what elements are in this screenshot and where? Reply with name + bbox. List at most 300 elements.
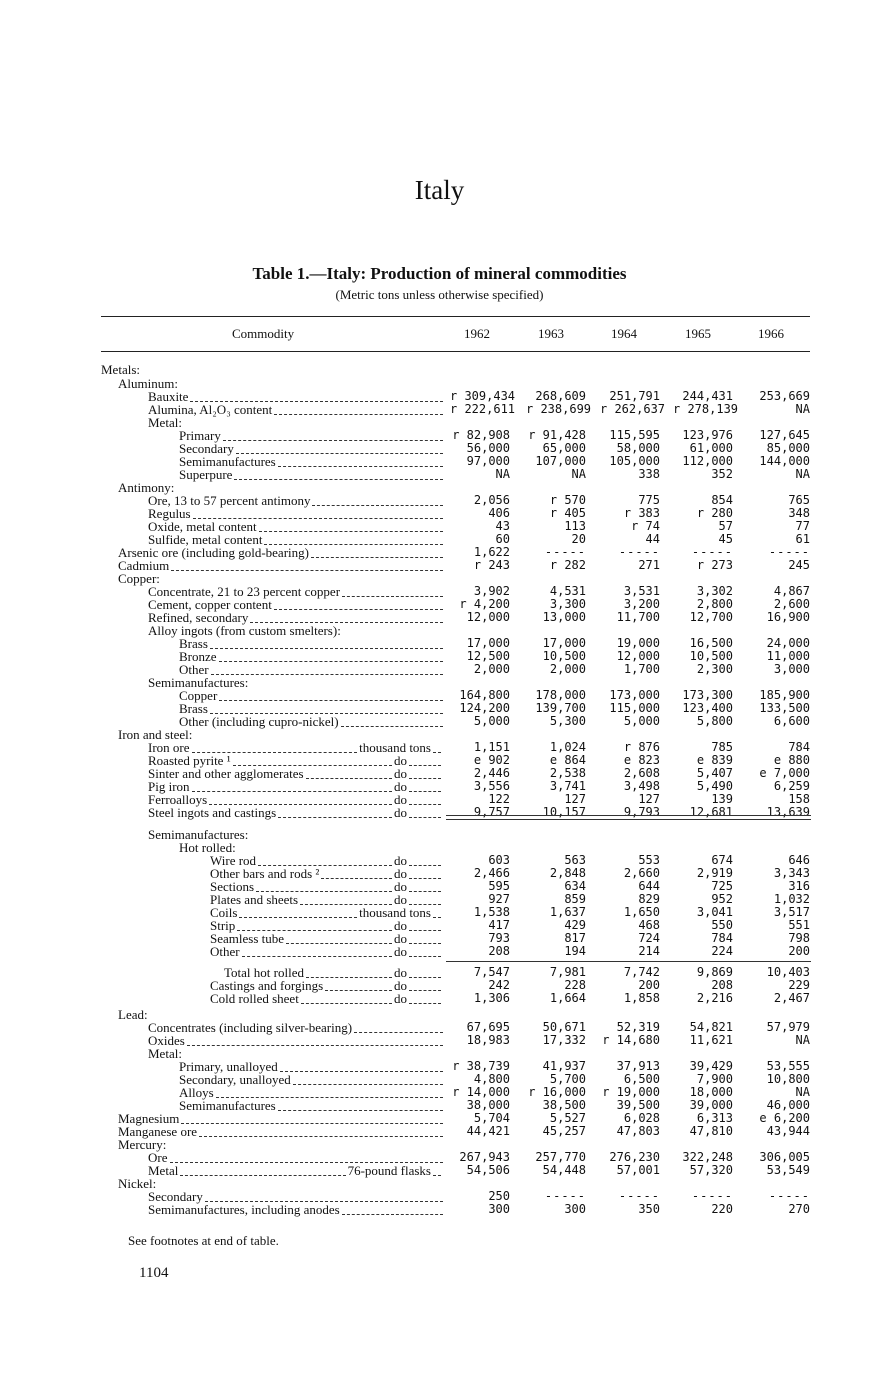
row-label: Ore, 13 to 57 percent antimony — [148, 493, 311, 508]
row-unit: do — [394, 931, 407, 946]
table-cell: 3,517 — [773, 905, 810, 919]
table-cell: r 570 — [549, 493, 586, 507]
table-cell: 2,608 — [623, 766, 660, 780]
table-cell: ----- — [618, 1189, 660, 1203]
dot-leader — [409, 989, 441, 991]
table-cell: 122 — [488, 792, 510, 806]
table-cell: 563 — [564, 853, 586, 867]
table-cell: 46,000 — [766, 1098, 810, 1112]
table-cell: r 222,611 — [450, 402, 516, 416]
table-cell: 9,793 — [623, 805, 660, 819]
table-cell: 12,000 — [616, 649, 660, 663]
dot-leader — [171, 569, 443, 571]
table-cell: 16,500 — [689, 636, 733, 650]
table-cell: 5,704 — [473, 1111, 510, 1125]
table-cell: 45,257 — [542, 1124, 586, 1138]
table-row — [101, 906, 811, 920]
table-cell: 4,531 — [549, 584, 586, 598]
table-cell: 5,800 — [696, 714, 733, 728]
table-cell: 41,937 — [542, 1059, 586, 1073]
table-cell: ----- — [544, 545, 586, 559]
dot-leader — [342, 595, 443, 597]
table-cell: 38,000 — [466, 1098, 510, 1112]
table-cell: NA — [495, 467, 510, 481]
dot-leader — [341, 725, 443, 727]
table-cell: 18,000 — [689, 1085, 733, 1099]
table-cell: 268,609 — [535, 389, 586, 403]
table-cell: 2,538 — [549, 766, 586, 780]
table-cell: 306,005 — [759, 1150, 810, 1164]
row-label: Other (including cupro-nickel) — [179, 714, 339, 729]
table-cell: 251,791 — [609, 389, 660, 403]
table-cell: 793 — [488, 931, 510, 945]
row-unit: do — [394, 991, 407, 1006]
table-cell: 20 — [571, 532, 586, 546]
page-number: 1104 — [139, 1265, 169, 1281]
table-cell: 276,230 — [609, 1150, 660, 1164]
row-label: Primary — [179, 428, 221, 443]
table-cell: 6,500 — [623, 1072, 660, 1086]
table-cell: 39,429 — [689, 1059, 733, 1073]
dot-leader — [192, 790, 392, 792]
dot-leader — [409, 929, 441, 931]
table-title: Table 1.—Italy: Production of mineral commodities — [252, 264, 627, 283]
table-cell: 127,645 — [759, 428, 810, 442]
table-cell: 5,700 — [549, 1072, 586, 1086]
table-cell: e 839 — [696, 753, 733, 767]
table-cell: 300 — [564, 1202, 586, 1216]
table-cell: 57 — [718, 519, 733, 533]
row-label: Refined, secondary — [148, 610, 249, 625]
dot-leader — [311, 556, 443, 558]
table-cell: r 38,739 — [452, 1059, 510, 1073]
row-label: Seamless tube — [210, 931, 285, 946]
table-cell: 3,531 — [623, 584, 660, 598]
table-cell: 158 — [788, 792, 810, 806]
table-cell: 105,000 — [609, 454, 660, 468]
table-cell: 1,637 — [549, 905, 586, 919]
table-cell: r 238,699 — [526, 402, 592, 416]
table-cell: 5,000 — [473, 714, 510, 728]
table-cell: 1,664 — [549, 991, 586, 1005]
table-cell: 1,700 — [623, 662, 660, 676]
table-subtitle: (Metric tons unless otherwise specified) — [335, 287, 544, 302]
row-label: Lead: — [118, 1007, 148, 1022]
table-cell: 13,639 — [766, 805, 810, 819]
table-cell: 338 — [638, 467, 660, 481]
row-label: Semimanufactures — [179, 454, 276, 469]
column-header-1963: 1963 — [538, 326, 564, 341]
table-cell: 37,913 — [616, 1059, 660, 1073]
table-cell: 173,300 — [682, 688, 733, 702]
row-label: Brass — [179, 636, 208, 651]
table-cell: 798 — [788, 931, 810, 945]
table-cell: 133,500 — [759, 701, 810, 715]
row-label: Metals: — [101, 362, 140, 377]
table-cell: 43,944 — [766, 1124, 810, 1138]
table-cell: 54,821 — [689, 1020, 733, 1034]
table-cell: 725 — [711, 879, 733, 893]
row-label: Sinter and other agglomerates — [148, 766, 304, 781]
row-label: Cement, copper content — [148, 597, 272, 612]
table-row — [101, 841, 811, 855]
row-label: Metal: — [148, 1046, 182, 1061]
footnote-reference: See footnotes at end of table. — [128, 1233, 279, 1248]
table-cell: 178,000 — [535, 688, 586, 702]
table-cell: 228 — [564, 978, 586, 992]
table-cell: e 7,000 — [759, 766, 810, 780]
table-cell: 952 — [711, 892, 733, 906]
table-cell: 253,669 — [759, 389, 810, 403]
table-cell: e 880 — [773, 753, 810, 767]
row-label: Cadmium — [118, 558, 170, 573]
dot-leader — [409, 877, 441, 879]
table-cell: 61 — [795, 532, 810, 546]
table-cell: r 82,908 — [452, 428, 510, 442]
dot-leader — [409, 890, 441, 892]
table-cell: r 14,000 — [452, 1085, 510, 1099]
table-cell: 1,858 — [623, 991, 660, 1005]
table-cell: 39,500 — [616, 1098, 660, 1112]
table-cell: 11,621 — [689, 1033, 733, 1047]
table-cell: 6,313 — [696, 1111, 733, 1125]
table-cell: 123,400 — [682, 701, 733, 715]
table-row — [101, 728, 811, 742]
table-cell: 4,867 — [773, 584, 810, 598]
table-cell: 2,466 — [473, 866, 510, 880]
table-cell: 4,800 — [473, 1072, 510, 1086]
dot-leader — [180, 1174, 345, 1176]
row-unit: do — [394, 805, 407, 820]
table-row — [101, 1203, 811, 1217]
table-cell: 60 — [495, 532, 510, 546]
row-label: Iron and steel: — [118, 727, 193, 742]
row-label: Alumina, Al₂O₃ content — [148, 402, 273, 417]
table-cell: ----- — [691, 1189, 733, 1203]
dot-leader — [409, 764, 441, 766]
column-header-commodity: Commodity — [232, 326, 295, 341]
table-cell: 785 — [711, 740, 733, 754]
table-cell: 57,979 — [766, 1020, 810, 1034]
table-cell: 144,000 — [759, 454, 810, 468]
table-cell: 10,157 — [542, 805, 586, 819]
table-cell: 58,000 — [616, 441, 660, 455]
table-cell: 2,300 — [696, 662, 733, 676]
row-label: Copper — [179, 688, 218, 703]
row-label: Concentrate, 21 to 23 percent copper — [148, 584, 341, 599]
table-cell: 139,700 — [535, 701, 586, 715]
table-cell: 2,000 — [473, 662, 510, 676]
table-cell: 2,446 — [473, 766, 510, 780]
row-label: Secondary — [179, 441, 234, 456]
dot-leader — [409, 976, 441, 978]
table-cell: 208 — [711, 978, 733, 992]
row-label: Pig iron — [148, 779, 190, 794]
table-cell: 603 — [488, 853, 510, 867]
table-cell: 250 — [488, 1189, 510, 1203]
table-cell: 50,671 — [542, 1020, 586, 1034]
table-cell: 7,547 — [473, 965, 510, 979]
table-cell: 3,000 — [773, 662, 810, 676]
dot-leader — [293, 1083, 443, 1085]
table-cell: 224 — [711, 944, 733, 958]
table-cell: 775 — [638, 493, 660, 507]
table-cell: e 902 — [473, 753, 510, 767]
table-cell: 927 — [488, 892, 510, 906]
table-cell: 185,900 — [759, 688, 810, 702]
table-cell: 3,343 — [773, 866, 810, 880]
table-cell: r 4,200 — [459, 597, 510, 611]
row-label: Primary, unalloyed — [179, 1059, 278, 1074]
table-cell: 3,556 — [473, 779, 510, 793]
table-cell: 5,490 — [696, 779, 733, 793]
row-unit: do — [394, 944, 407, 959]
table-cell: 5,000 — [623, 714, 660, 728]
table-cell: 127 — [638, 792, 660, 806]
table-cell: 10,500 — [542, 649, 586, 663]
table-cell: 270 — [788, 1202, 810, 1216]
table-cell: 724 — [638, 931, 660, 945]
dot-leader — [239, 916, 357, 918]
table-cell: 19,000 — [616, 636, 660, 650]
table-cell: 54,448 — [542, 1163, 586, 1177]
table-cell: 12,700 — [689, 610, 733, 624]
row-label: Bauxite — [148, 389, 189, 404]
row-label: Magnesium — [118, 1111, 180, 1126]
table-cell: 107,000 — [535, 454, 586, 468]
table-cell: 200 — [638, 978, 660, 992]
row-label: Manganese ore — [118, 1124, 198, 1139]
table-cell: r 282 — [549, 558, 586, 572]
dot-leader — [301, 1002, 392, 1004]
dot-leader — [210, 647, 443, 649]
dot-leader — [433, 751, 441, 753]
table-cell: 11,000 — [766, 649, 810, 663]
table-row — [101, 880, 811, 894]
table-cell: ----- — [768, 1189, 810, 1203]
table-cell: 854 — [711, 493, 733, 507]
table-cell: 244,431 — [682, 389, 733, 403]
table-cell: 3,741 — [549, 779, 586, 793]
row-label: Sections — [210, 879, 255, 894]
row-unit: do — [394, 753, 407, 768]
row-unit: do — [394, 978, 407, 993]
table-cell: 1,151 — [473, 740, 510, 754]
table-cell: 9,757 — [473, 805, 510, 819]
dot-leader — [274, 413, 443, 415]
row-label: Alloys — [179, 1085, 214, 1100]
table-cell: 12,681 — [689, 805, 733, 819]
dot-leader — [409, 803, 441, 805]
column-header-1965: 1965 — [685, 326, 711, 341]
table-cell: 3,041 — [696, 905, 733, 919]
table-cell: 194 — [564, 944, 586, 958]
table-cell: 595 — [488, 879, 510, 893]
table-cell: 123,976 — [682, 428, 733, 442]
table-cell: 1,622 — [473, 545, 510, 559]
table-cell: 229 — [788, 978, 810, 992]
dot-leader — [234, 478, 443, 480]
table-cell: 646 — [788, 853, 810, 867]
table-cell: 429 — [564, 918, 586, 932]
row-label: Concentrates (including silver-bearing) — [148, 1020, 353, 1035]
table-cell: 124,200 — [459, 701, 510, 715]
table-cell: 784 — [711, 931, 733, 945]
dot-leader — [409, 955, 441, 957]
table-cell: 17,000 — [542, 636, 586, 650]
table-cell: 53,549 — [766, 1163, 810, 1177]
table-cell: 2,800 — [696, 597, 733, 611]
table-cell: 1,024 — [549, 740, 586, 754]
table-row — [101, 992, 811, 1006]
dot-leader — [199, 1135, 443, 1137]
table-cell: 10,500 — [689, 649, 733, 663]
table-cell: 164,800 — [459, 688, 510, 702]
table-cell: 2,600 — [773, 597, 810, 611]
table-cell: 10,800 — [766, 1072, 810, 1086]
dot-leader — [223, 439, 443, 441]
table-cell: 1,032 — [773, 892, 810, 906]
table-cell: 12,500 — [466, 649, 510, 663]
table-cell: 7,900 — [696, 1072, 733, 1086]
table-row — [101, 867, 811, 881]
row-label: Hot rolled: — [179, 840, 236, 855]
table-cell: 38,500 — [542, 1098, 586, 1112]
table-cell: 3,200 — [623, 597, 660, 611]
total-rule — [446, 961, 811, 962]
row-label: Iron ore — [148, 740, 190, 755]
table-cell: 97,000 — [466, 454, 510, 468]
table-cell: 1,538 — [473, 905, 510, 919]
dot-leader — [278, 816, 392, 818]
table-cell: 54,506 — [466, 1163, 510, 1177]
table-cell: 3,300 — [549, 597, 586, 611]
row-unit: 76-pound flasks — [347, 1163, 431, 1178]
table-cell: 829 — [638, 892, 660, 906]
row-label: Superpure — [179, 467, 233, 482]
header-bottom-rule — [101, 351, 810, 352]
table-cell: 115,595 — [609, 428, 660, 442]
table-cell: r 876 — [623, 740, 660, 754]
table-cell: 267,943 — [459, 1150, 510, 1164]
dot-leader — [433, 916, 441, 918]
table-cell: 2,056 — [473, 493, 510, 507]
table-cell: 127 — [564, 792, 586, 806]
table-cell: 2,216 — [696, 991, 733, 1005]
table-cell: NA — [571, 467, 586, 481]
table-cell: 47,803 — [616, 1124, 660, 1138]
table-cell: 44 — [645, 532, 660, 546]
row-label: Oxide, metal content — [148, 519, 257, 534]
table-cell: 406 — [488, 506, 510, 520]
column-header-1966: 1966 — [758, 326, 784, 341]
table-cell: 2,000 — [549, 662, 586, 676]
table-cell: 24,000 — [766, 636, 810, 650]
table-cell: 352 — [711, 467, 733, 481]
row-unit: do — [394, 766, 407, 781]
table-cell: r 262,637 — [600, 402, 666, 416]
table-cell: 5,407 — [696, 766, 733, 780]
dot-leader — [409, 816, 441, 818]
table-cell: 550 — [711, 918, 733, 932]
row-label: Bronze — [179, 649, 217, 664]
dot-leader — [219, 660, 443, 662]
dot-leader — [280, 1070, 443, 1072]
row-unit: thousand tons — [359, 740, 431, 755]
column-header-1962: 1962 — [464, 326, 490, 341]
row-label: Wire rod — [210, 853, 257, 868]
table-cell: 139 — [711, 792, 733, 806]
table-row — [101, 945, 811, 959]
dot-leader — [354, 1031, 443, 1033]
table-cell: 300 — [488, 1202, 510, 1216]
table-cell: ----- — [544, 1189, 586, 1203]
row-label: Steel ingots and castings — [148, 805, 277, 820]
row-label: Secondary — [148, 1189, 203, 1204]
row-label: Semimanufactures — [179, 1098, 276, 1113]
table-cell: 7,742 — [623, 965, 660, 979]
table-cell: ----- — [618, 545, 660, 559]
dot-leader — [259, 530, 443, 532]
table-row — [101, 468, 811, 482]
row-label: Aluminum: — [118, 376, 178, 391]
row-label: Ore — [148, 1150, 168, 1165]
dot-leader — [409, 1002, 441, 1004]
dot-leader — [325, 989, 392, 991]
table-row — [101, 1164, 811, 1178]
table-row — [101, 715, 811, 729]
table-cell: 6,600 — [773, 714, 810, 728]
table-cell: 61,000 — [689, 441, 733, 455]
table-cell: 10,403 — [766, 965, 810, 979]
table-cell: r 383 — [623, 506, 660, 520]
table-cell: 1,650 — [623, 905, 660, 919]
table-cell: 220 — [711, 1202, 733, 1216]
row-label: Plates and sheets — [210, 892, 299, 907]
row-label: Roasted pyrite ¹ — [148, 753, 231, 768]
table-cell: 6,028 — [623, 1111, 660, 1125]
table-cell: 553 — [638, 853, 660, 867]
table-cell: 13,000 — [542, 610, 586, 624]
row-label: Secondary, unalloyed — [179, 1072, 291, 1087]
row-label: Cold rolled sheet — [210, 991, 299, 1006]
table-cell: NA — [795, 1033, 810, 1047]
table-cell: 43 — [495, 519, 510, 533]
table-row — [101, 932, 811, 946]
table-cell: 17,000 — [466, 636, 510, 650]
table-cell: 214 — [638, 944, 660, 958]
table-cell: 817 — [564, 931, 586, 945]
table-cell: 200 — [788, 944, 810, 958]
table-cell: 674 — [711, 853, 733, 867]
table-cell: 350 — [638, 1202, 660, 1216]
table-row — [101, 919, 811, 933]
table-cell: 784 — [788, 740, 810, 754]
table-cell: 3,302 — [696, 584, 733, 598]
dot-leader — [433, 1174, 441, 1176]
row-label: Sulfide, metal content — [148, 532, 263, 547]
table-cell: 2,848 — [549, 866, 586, 880]
table-cell: 39,000 — [689, 1098, 733, 1112]
row-unit: do — [394, 792, 407, 807]
table-cell: 44,421 — [466, 1124, 510, 1138]
column-header-1964: 1964 — [611, 326, 637, 341]
table-cell: ----- — [768, 545, 810, 559]
dot-leader — [409, 942, 441, 944]
table-cell: NA — [795, 1085, 810, 1099]
table-cell: 257,770 — [535, 1150, 586, 1164]
dot-leader — [181, 1122, 443, 1124]
